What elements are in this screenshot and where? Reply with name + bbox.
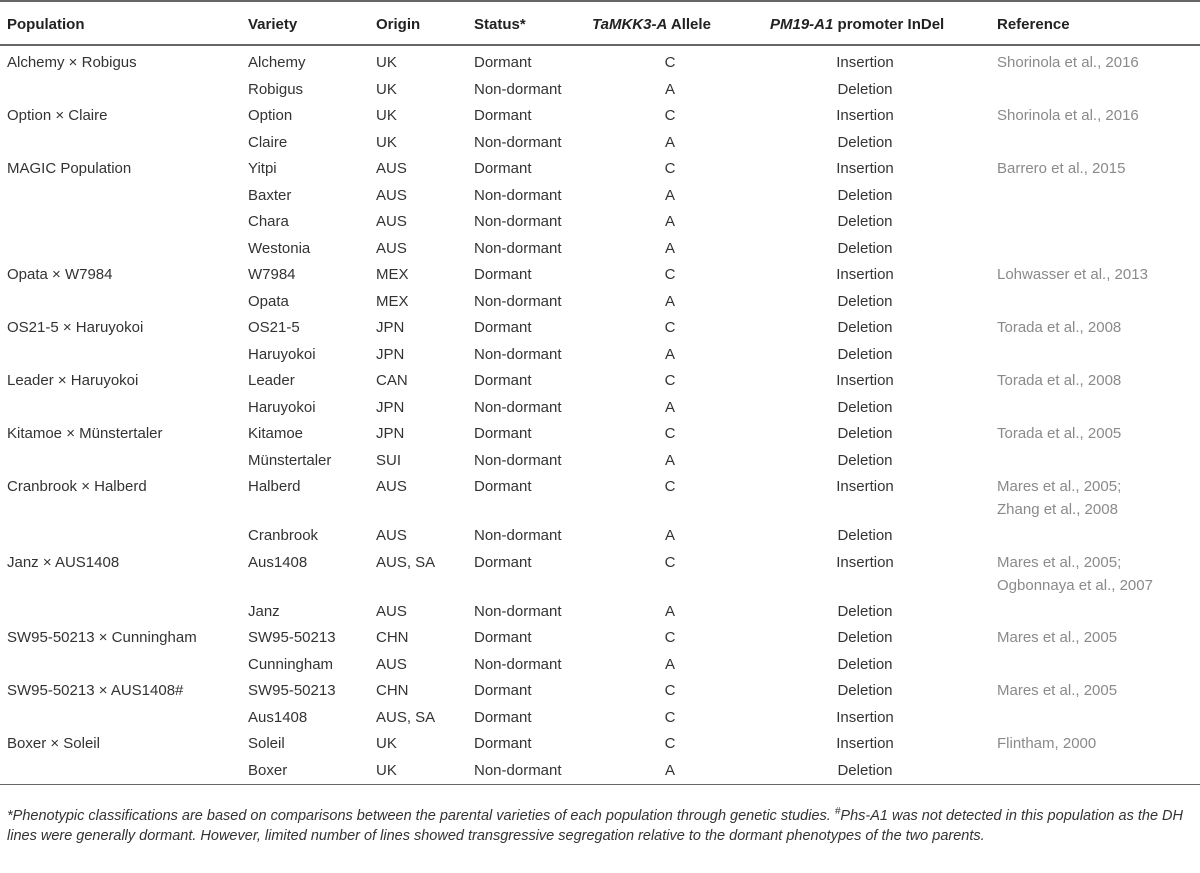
cell-allele: C	[664, 629, 676, 646]
cell-reference	[997, 732, 1096, 755]
cell-origin: UK	[376, 107, 397, 124]
header-origin: Origin	[376, 16, 421, 33]
cell-variety: Claire	[248, 133, 288, 151]
table-row	[0, 285, 1200, 312]
cell-variety: Boxer	[248, 761, 288, 779]
cell-status: Dormant	[474, 54, 532, 71]
cell-variety: Janz	[248, 602, 280, 620]
cell-origin: CHN	[376, 682, 409, 699]
cell-status: Non-dormant	[474, 398, 562, 416]
cell-indel: Deletion	[837, 186, 893, 204]
cell-reference	[997, 104, 1139, 127]
cell-variety: Robigus	[248, 80, 304, 98]
reference-line: Zhang et al., 2008	[997, 501, 1118, 518]
cell-status: Non-dormant	[474, 602, 562, 620]
cell-allele: C	[664, 425, 676, 442]
cell-status: Dormant	[474, 266, 532, 283]
cell-origin: MEX	[376, 292, 409, 310]
header-variety: Variety	[248, 16, 298, 33]
cell-allele: A	[664, 527, 675, 544]
reference-line: Mares et al., 2005;	[997, 478, 1122, 495]
cell-status: Dormant	[474, 107, 532, 124]
table-row	[0, 73, 1200, 100]
cell-allele: C	[664, 319, 676, 336]
cell-indel: Deletion	[837, 602, 893, 620]
cell-origin: SUI	[376, 451, 402, 469]
cell-allele: A	[664, 133, 675, 151]
table-row	[0, 519, 1200, 546]
table-row	[0, 674, 1200, 701]
header-allele	[592, 16, 711, 33]
cell-population: SW95-50213 × Cunningham	[7, 629, 197, 646]
reference-line: Torada et al., 2005	[997, 425, 1122, 442]
header-indel	[770, 16, 944, 33]
footnote-star: *	[7, 807, 13, 824]
table-row	[0, 179, 1200, 206]
cell-origin: UK	[376, 735, 397, 752]
cell-reference	[997, 369, 1121, 392]
cell-variety: Yitpi	[248, 160, 277, 177]
cell-variety: Westonia	[248, 239, 311, 257]
reference-line: Lohwasser et al., 2013	[997, 266, 1148, 283]
table-row	[0, 126, 1200, 153]
cell-origin: AUS	[376, 602, 407, 620]
cell-indel: Deletion	[837, 292, 893, 310]
cell-origin: MEX	[376, 266, 409, 283]
cell-reference	[997, 263, 1148, 286]
cell-allele: A	[664, 451, 675, 469]
cell-reference	[997, 316, 1121, 339]
cell-variety: W7984	[248, 266, 296, 283]
cell-allele: A	[664, 602, 675, 620]
footnote-text-2: was not detected in this population as the DH lines were generally dormant. However, limited number of lines showed transgressive segregation relative to the dormant phenotypes of the two parents.	[7, 807, 1183, 844]
cell-indel: Insertion	[836, 54, 894, 71]
cell-indel: Deletion	[837, 655, 893, 673]
cell-origin: AUS	[376, 655, 407, 673]
table-bottom-rule	[0, 784, 1200, 785]
header-indel-suffix: promoter InDel	[833, 16, 945, 33]
table-row	[0, 205, 1200, 232]
table-row	[0, 754, 1200, 781]
cell-status: Dormant	[474, 629, 532, 646]
cell-status: Non-dormant	[474, 527, 562, 544]
header-indel-gene: PM19-A1	[770, 16, 834, 33]
reference-line: Mares et al., 2005	[997, 682, 1118, 699]
cell-status: Non-dormant	[474, 186, 562, 204]
cell-indel: Deletion	[837, 133, 893, 151]
cell-allele: A	[664, 655, 675, 673]
table-row	[0, 701, 1200, 728]
reference-line: Torada et al., 2008	[997, 372, 1122, 389]
cell-variety: SW95-50213	[248, 682, 336, 699]
cell-status: Dormant	[474, 708, 532, 726]
table-row	[0, 46, 1200, 73]
cell-allele: C	[664, 735, 676, 752]
cell-status: Dormant	[474, 478, 532, 495]
cell-variety: Opata	[248, 292, 289, 310]
cell-status: Dormant	[474, 553, 532, 571]
cell-origin: JPN	[376, 425, 405, 442]
table-row	[0, 152, 1200, 179]
cell-population: MAGIC Population	[7, 160, 132, 177]
cell-population: Janz × AUS1408	[7, 553, 120, 571]
cell-status: Non-dormant	[474, 239, 562, 257]
cell-variety: Soleil	[248, 735, 285, 752]
cell-origin: JPN	[376, 398, 405, 416]
cell-allele: A	[664, 239, 675, 257]
cell-allele: C	[664, 372, 676, 389]
cell-origin: UK	[376, 761, 397, 779]
cell-population: Cranbrook × Halberd	[7, 478, 147, 495]
cell-variety: Option	[248, 107, 293, 124]
cell-reference	[997, 679, 1117, 702]
cell-indel: Insertion	[836, 107, 894, 124]
header-allele-suffix: Allele	[667, 16, 711, 33]
cell-allele: C	[664, 160, 676, 177]
cell-variety: Aus1408	[248, 553, 308, 571]
cell-status: Non-dormant	[474, 80, 562, 98]
table-row	[0, 338, 1200, 365]
cell-variety: Cranbrook	[248, 527, 319, 544]
cell-indel: Insertion	[836, 372, 894, 389]
cell-reference	[997, 551, 1153, 597]
cell-origin: UK	[376, 54, 397, 71]
cell-indel: Deletion	[837, 319, 893, 336]
cell-indel: Insertion	[836, 478, 894, 495]
cell-allele: A	[664, 80, 675, 98]
cell-population: Option × Claire	[7, 107, 108, 124]
cell-population: Kitamoe × Münstertaler	[7, 425, 163, 442]
header-status: Status*	[474, 16, 526, 33]
cell-indel: Insertion	[836, 735, 894, 752]
table-row	[0, 232, 1200, 259]
cell-indel: Deletion	[837, 451, 893, 469]
cell-origin: AUS	[376, 527, 407, 544]
header-reference: Reference	[997, 16, 1070, 33]
cell-indel: Insertion	[836, 160, 894, 177]
cell-allele: C	[664, 266, 676, 283]
cell-origin: UK	[376, 133, 397, 151]
cell-status: Dormant	[474, 319, 532, 336]
cell-status: Non-dormant	[474, 345, 562, 363]
cell-allele: C	[664, 54, 676, 71]
cell-origin: UK	[376, 80, 397, 98]
reference-line: Mares et al., 2005;	[997, 553, 1122, 571]
reference-line: Shorinola et al., 2016	[997, 54, 1139, 71]
table-row	[0, 258, 1200, 285]
cell-population: Opata × W7984	[7, 266, 113, 283]
cell-allele: C	[664, 553, 676, 571]
cell-variety: Cunningham	[248, 655, 334, 673]
cell-reference	[997, 626, 1117, 649]
cell-indel: Insertion	[836, 553, 894, 571]
cell-variety: SW95-50213	[248, 629, 336, 646]
footnote-gene: Phs-A1	[840, 807, 888, 824]
cell-origin: AUS	[376, 186, 407, 204]
cell-origin: AUS, SA	[376, 708, 436, 726]
cell-origin: AUS, SA	[376, 553, 436, 571]
table-row	[0, 364, 1200, 391]
cell-allele: A	[664, 345, 675, 363]
table-row	[0, 391, 1200, 418]
reference-line: Mares et al., 2005	[997, 629, 1118, 646]
table-row	[0, 595, 1200, 622]
cell-origin: AUS	[376, 239, 407, 257]
cell-indel: Deletion	[837, 239, 893, 257]
reference-line: Ogbonnaya et al., 2007	[997, 576, 1153, 594]
cell-population: Leader × Haruyokoi	[7, 372, 139, 389]
header-population: Population	[7, 16, 85, 33]
table-footnote	[7, 802, 1193, 846]
cell-variety: Aus1408	[248, 708, 308, 726]
cell-indel: Deletion	[837, 425, 893, 442]
table-row	[0, 621, 1200, 648]
cell-origin: CHN	[376, 629, 409, 646]
footnote-text-1: Phenotypic classifications are based on comparisons between the parental varieties of each population through genetic studies.	[12, 807, 835, 824]
table-row	[0, 99, 1200, 126]
cell-origin: AUS	[376, 160, 407, 177]
cell-indel: Deletion	[837, 213, 893, 230]
cell-population: Alchemy × Robigus	[7, 54, 137, 71]
cell-status: Non-dormant	[474, 761, 562, 779]
cell-allele: A	[664, 186, 675, 204]
table-row	[0, 648, 1200, 675]
reference-line: Torada et al., 2008	[997, 319, 1122, 336]
cell-indel: Deletion	[837, 398, 893, 416]
cell-indel: Deletion	[837, 80, 893, 98]
reference-line: Barrero et al., 2015	[997, 160, 1126, 177]
table-row	[0, 470, 1200, 519]
cell-variety: Alchemy	[248, 54, 306, 71]
header-allele-gene: TaMKK3-A	[592, 16, 668, 33]
cell-status: Non-dormant	[474, 451, 562, 469]
cell-status: Non-dormant	[474, 133, 562, 151]
cell-allele: A	[664, 292, 675, 310]
cell-population: SW95-50213 × AUS1408#	[7, 682, 184, 699]
table-row	[0, 727, 1200, 754]
cell-variety: Leader	[248, 372, 295, 389]
cell-indel: Deletion	[837, 682, 893, 699]
cell-variety: Haruyokoi	[248, 398, 316, 416]
cell-allele: C	[664, 478, 676, 495]
cell-origin: JPN	[376, 319, 405, 336]
cell-reference	[997, 51, 1139, 74]
table-body	[0, 46, 1200, 780]
cell-variety: Chara	[248, 213, 289, 230]
cell-variety: OS21-5	[248, 319, 300, 336]
cell-status: Dormant	[474, 682, 532, 699]
cell-indel: Deletion	[837, 629, 893, 646]
reference-line: Flintham, 2000	[997, 735, 1097, 752]
cell-origin: AUS	[376, 213, 407, 230]
cell-allele: A	[664, 213, 675, 230]
cell-indel: Deletion	[837, 761, 893, 779]
cell-status: Non-dormant	[474, 655, 562, 673]
cell-variety: Münstertaler	[248, 451, 332, 469]
cell-reference	[997, 157, 1125, 180]
cell-origin: AUS	[376, 478, 407, 495]
reference-line: Shorinola et al., 2016	[997, 107, 1139, 124]
cell-reference	[997, 422, 1121, 445]
table-row	[0, 417, 1200, 444]
cell-status: Dormant	[474, 372, 532, 389]
cell-indel: Deletion	[837, 527, 893, 544]
footnote-hash: #	[834, 806, 841, 817]
cell-indel: Insertion	[836, 708, 894, 726]
cell-allele: C	[664, 708, 676, 726]
table-row	[0, 546, 1200, 595]
cell-variety: Haruyokoi	[248, 345, 316, 363]
cell-origin: CAN	[376, 372, 408, 389]
cell-variety: Baxter	[248, 186, 292, 204]
cell-allele: C	[664, 682, 676, 699]
cell-status: Dormant	[474, 735, 532, 752]
cell-indel: Deletion	[837, 345, 893, 363]
cell-population: OS21-5 × Haruyokoi	[7, 319, 144, 336]
cell-variety: Kitamoe	[248, 425, 304, 442]
cell-origin: JPN	[376, 345, 405, 363]
cell-allele: C	[664, 107, 676, 124]
cell-reference	[997, 475, 1121, 521]
cell-allele: A	[664, 761, 675, 779]
cell-status: Dormant	[474, 160, 532, 177]
table-row	[0, 311, 1200, 338]
cell-variety: Halberd	[248, 478, 301, 495]
cell-status: Non-dormant	[474, 213, 562, 230]
table-header	[0, 0, 1200, 46]
cell-status: Dormant	[474, 425, 532, 442]
table-row	[0, 444, 1200, 471]
cell-allele: A	[664, 398, 675, 416]
cell-indel: Insertion	[836, 266, 894, 283]
cell-population: Boxer × Soleil	[7, 735, 100, 752]
cell-status: Non-dormant	[474, 292, 562, 310]
